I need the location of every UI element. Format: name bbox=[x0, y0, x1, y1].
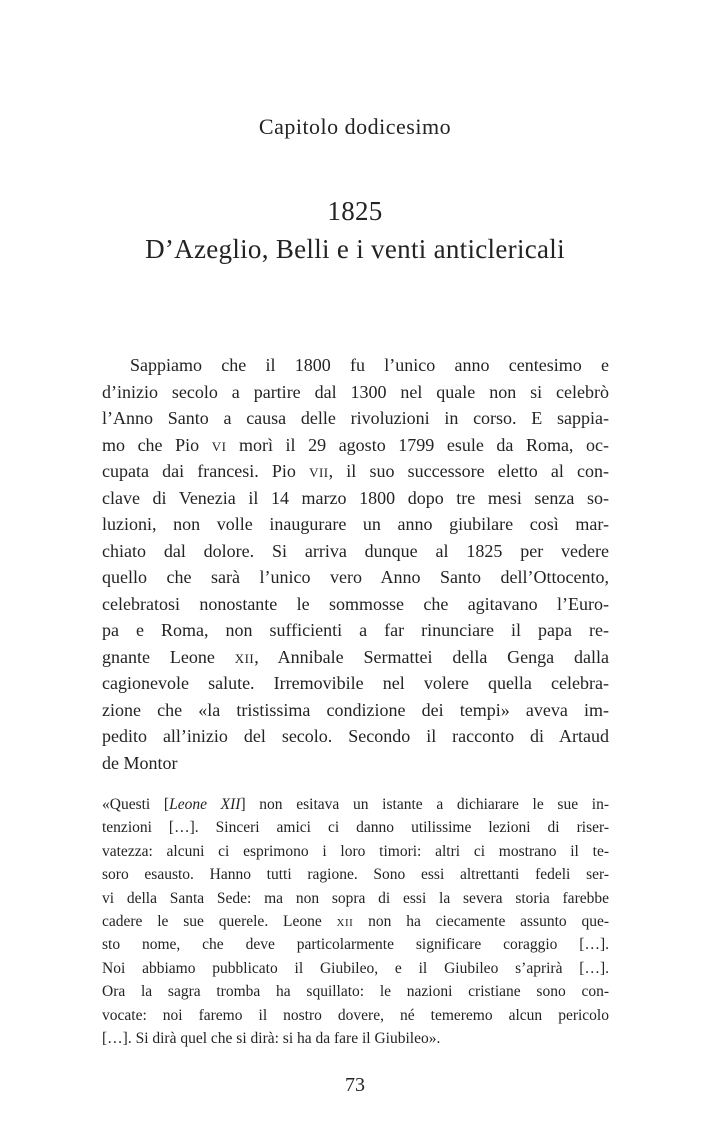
chapter-heading: Capitolo dodicesimo bbox=[258, 114, 452, 139]
text-line: gnante Leone xii, Annibale Sermattei della Genga dalla bbox=[102, 646, 610, 667]
text-line: l’Anno Santo a causa delle rivoluzioni in corso. E sappia- bbox=[102, 408, 609, 428]
small-caps: xii bbox=[336, 913, 354, 931]
title-subtitle: D’Azeglio, Belli e i venti anticlericali bbox=[145, 234, 565, 264]
chapter-title bbox=[0, 192, 710, 268]
text-line: mo che Pio vi morì il 29 agosto 1799 esule da Roma, oc- bbox=[102, 434, 609, 455]
text-line: Noi abbiamo pubblicato il Giubileo, e il Giubileo s’aprirà […]. bbox=[102, 959, 609, 977]
text-line: Ora la sagra tromba ha squillato: le nazioni cristiane sono con- bbox=[102, 983, 609, 1001]
page-number: 73 bbox=[345, 1074, 365, 1096]
text-line: cupata dai francesi. Pio vii, il suo successore eletto al con- bbox=[102, 461, 609, 481]
small-caps: vi bbox=[211, 434, 227, 455]
text-line: quello che sarà l’unico vero Anno Santo dell’Ottocento, bbox=[102, 567, 609, 587]
title-year: 1825 bbox=[327, 196, 383, 226]
text-line: vocate: noi faremo il nostro dovere, né temeremo alcun pericolo bbox=[102, 1006, 609, 1024]
text-line: de Montor bbox=[102, 752, 178, 773]
text-line: chiato dal dolore. Si arriva dunque al 1825 per vedere bbox=[102, 540, 609, 561]
text-line: pedito all’inizio del secolo. Secondo il racconto di Artaud bbox=[102, 726, 609, 746]
text-line: tenzioni […]. Sinceri amici ci danno utilissime lezioni di riser- bbox=[102, 819, 609, 837]
text-line: luzioni, non volle inaugurare un anno giubilare così mar- bbox=[102, 514, 609, 534]
text-line: celebratosi nonostante le sommosse che agitavano l’Euro- bbox=[102, 593, 609, 614]
text-line: Sappiamo che il 1800 fu l’unico anno centesimo e bbox=[130, 355, 609, 375]
block-quote bbox=[102, 793, 609, 1050]
small-caps: xii bbox=[234, 646, 255, 667]
text-line: zione che «la tristissima condizione dei tempi» aveva im- bbox=[102, 699, 609, 720]
text-line: soro esausto. Hanno tutti ragione. Sono essi altrettanti fedeli ser- bbox=[102, 866, 609, 884]
text-line: […]. Si dirà quel che si dirà: si ha da fare il Giubileo». bbox=[102, 1030, 441, 1048]
small-caps: vii bbox=[309, 461, 329, 481]
text-line: vi della Santa Sede: ma non sopra di essi la severa storia farebbe bbox=[102, 889, 609, 907]
text-line: sto nome, che deve particolarmente significare coraggio […]. bbox=[102, 936, 609, 954]
text-line: d’inizio secolo a partire dal 1300 nel quale non si celebrò bbox=[102, 381, 609, 402]
text-line: cagionevole salute. Irremovibile nel volere quella celebra- bbox=[102, 673, 609, 693]
italic-text: Leone XII bbox=[169, 796, 241, 813]
text-line: vatezza: alcuni ci esprimono i loro timori: altri ci mostrano il te- bbox=[102, 842, 609, 860]
text-line: cadere le sue querele. Leone xii non ha ciecamente assunto que- bbox=[102, 913, 609, 931]
body-paragraph bbox=[102, 352, 609, 776]
text-line: pa e Roma, non sufficienti a far rinunciare il papa re- bbox=[102, 620, 609, 640]
text-line: «Questi [Leone XII] non esitava un istante a dichiarare le sue in- bbox=[102, 796, 609, 813]
text-line: clave di Venezia il 14 marzo 1800 dopo tre mesi senza so- bbox=[102, 487, 609, 508]
